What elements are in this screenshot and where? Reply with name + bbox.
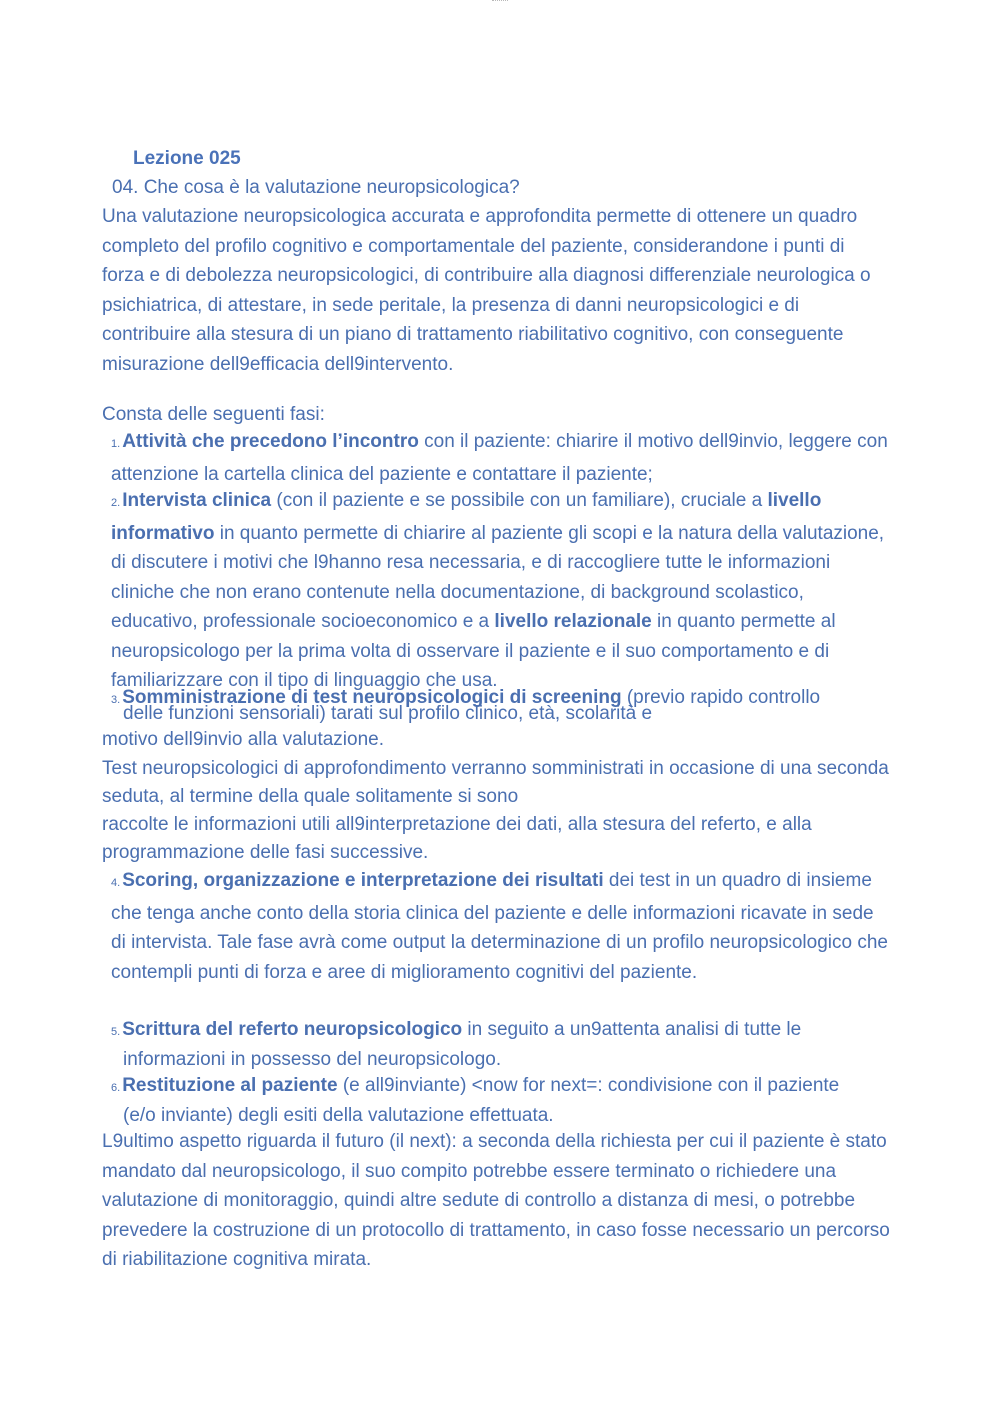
phase-text-line2: informazioni in possesso del neuropsicologo. — [123, 1049, 502, 1070]
phase-6 — [111, 1072, 891, 1129]
phase-text-line2: (e/o inviante) degli esiti della valutazione effettuata. — [123, 1105, 554, 1126]
screening-tail: motivo dell9invio alla valutazione. — [102, 729, 384, 750]
intro-paragraph: Una valutazione neuropsicologica accurata e approfondita permette di ottenere un quadro completo del profilo cognitivo e comportamentale del paziente, considerandone i punti di forza e di debolezza neuropsicologici, di contribuire alla diagnosi differenziale neurologica o psichiatrica, di attestare, in sede peritale, la presenza di danni neuropsicologici e di contribuire alla stesura di un piano di trattamento riabilitativo cognitivo, con conseguente misurazione dell9efficacia dell9intervento. — [102, 206, 871, 375]
question-heading: 04. Che cosa è la valutazione neuropsicologica? — [112, 177, 520, 198]
phase-text: dei test in un quadro di insieme che tenga anche conto della storia clinica del paziente e delle informazioni ricavate in sede di intervista. Tale fase avrà come output la determinazione di un profilo neuropsicologico che contempli punti di forza e aree di miglioramento cognitivi del paziente. — [111, 870, 888, 983]
phase-title: Somministrazione di test neuropsicologici di screening — [122, 687, 622, 708]
phase-title: Scrittura del referto neuropsicologico — [122, 1019, 463, 1040]
phase-text: con il paziente: chiarire il motivo dell9invio, leggere con attenzione la cartella clinica del paziente e contattare il paziente; — [111, 431, 888, 485]
phase-text: (previo rapido controllo — [621, 687, 821, 708]
phase-emphasis: livello informativo — [111, 490, 822, 544]
phase-number: 4. — [111, 877, 121, 889]
phase-text: (con il paziente e se possibile con un familiare), cruciale a — [271, 490, 768, 511]
phase-title: Scoring, organizzazione e interpretazione dei risultati — [122, 870, 604, 891]
followup-paragraph-2: raccolte le informazioni utili all9interpretazione dei dati, alla stesura del referto, e alla programmazione delle fasi successive. — [102, 814, 812, 863]
phase-4 — [111, 866, 891, 987]
phase-number: 2. — [111, 497, 121, 509]
phase-5 — [111, 1016, 891, 1073]
phase-title: Restituzione al paziente — [122, 1075, 338, 1096]
lesson-title: Lezione 025 — [133, 148, 241, 169]
followup-paragraph: Test neuropsicologici di approfondimento verranno somministrati in occasione di una seconda seduta, al termine della quale solitamente si sono — [102, 758, 889, 807]
phase-text-line2: delle funzioni sensoriali) tarati sul profilo clinico, età, scolarità e — [123, 703, 653, 724]
phase-number: 5. — [111, 1026, 121, 1038]
phase-1 — [111, 427, 891, 489]
phase-3 — [111, 688, 891, 724]
page-header-mark — [492, 0, 508, 4]
phase-number: 1. — [111, 438, 121, 450]
phase-text: in quanto permette al neuropsicologo per la prima volta di osservare il paziente e il suo comportamento e di familiarizzare con il tipo di linguaggio che usa. — [111, 611, 836, 691]
phase-text: in seguito a un9attenta analisi di tutte le — [462, 1019, 802, 1040]
phases-intro: Consta delle seguenti fasi: — [102, 404, 325, 425]
phase-text: (e all9inviante) <now for next=: condivisione con il paziente — [337, 1075, 840, 1096]
phase-2 — [111, 486, 891, 696]
phase-title: Attività che precedono l’incontro — [122, 431, 419, 452]
phase-emphasis: livello relazionale — [494, 611, 652, 632]
closing-paragraph: L9ultimo aspetto riguarda il futuro (il next): a seconda della richiesta per cui il paziente è stato mandato dal neuropsicologo, il suo compito potrebbe essere terminato o richiedere una valutazione di monitoraggio, quindi altre sedute di controllo a distanza di mesi, o potrebbe prevedere la costruzione di un protocollo di trattamento, in caso fosse necessario un percorso di riabilitazione cognitiva mirata. — [102, 1131, 890, 1270]
phase-title: Intervista clinica — [122, 490, 272, 511]
phase-number: 6. — [111, 1082, 121, 1094]
phase-number: 3. — [111, 694, 121, 706]
phase-text: in quanto permette di chiarire al paziente gli scopi e la natura della valutazione, di discutere i motivi che l9hanno resa necessaria, e di raccogliere tutte le informazioni cliniche che non erano contenute nella documentazione, di background scolastico, educativo, professionale socioeconomico e a — [111, 522, 885, 632]
